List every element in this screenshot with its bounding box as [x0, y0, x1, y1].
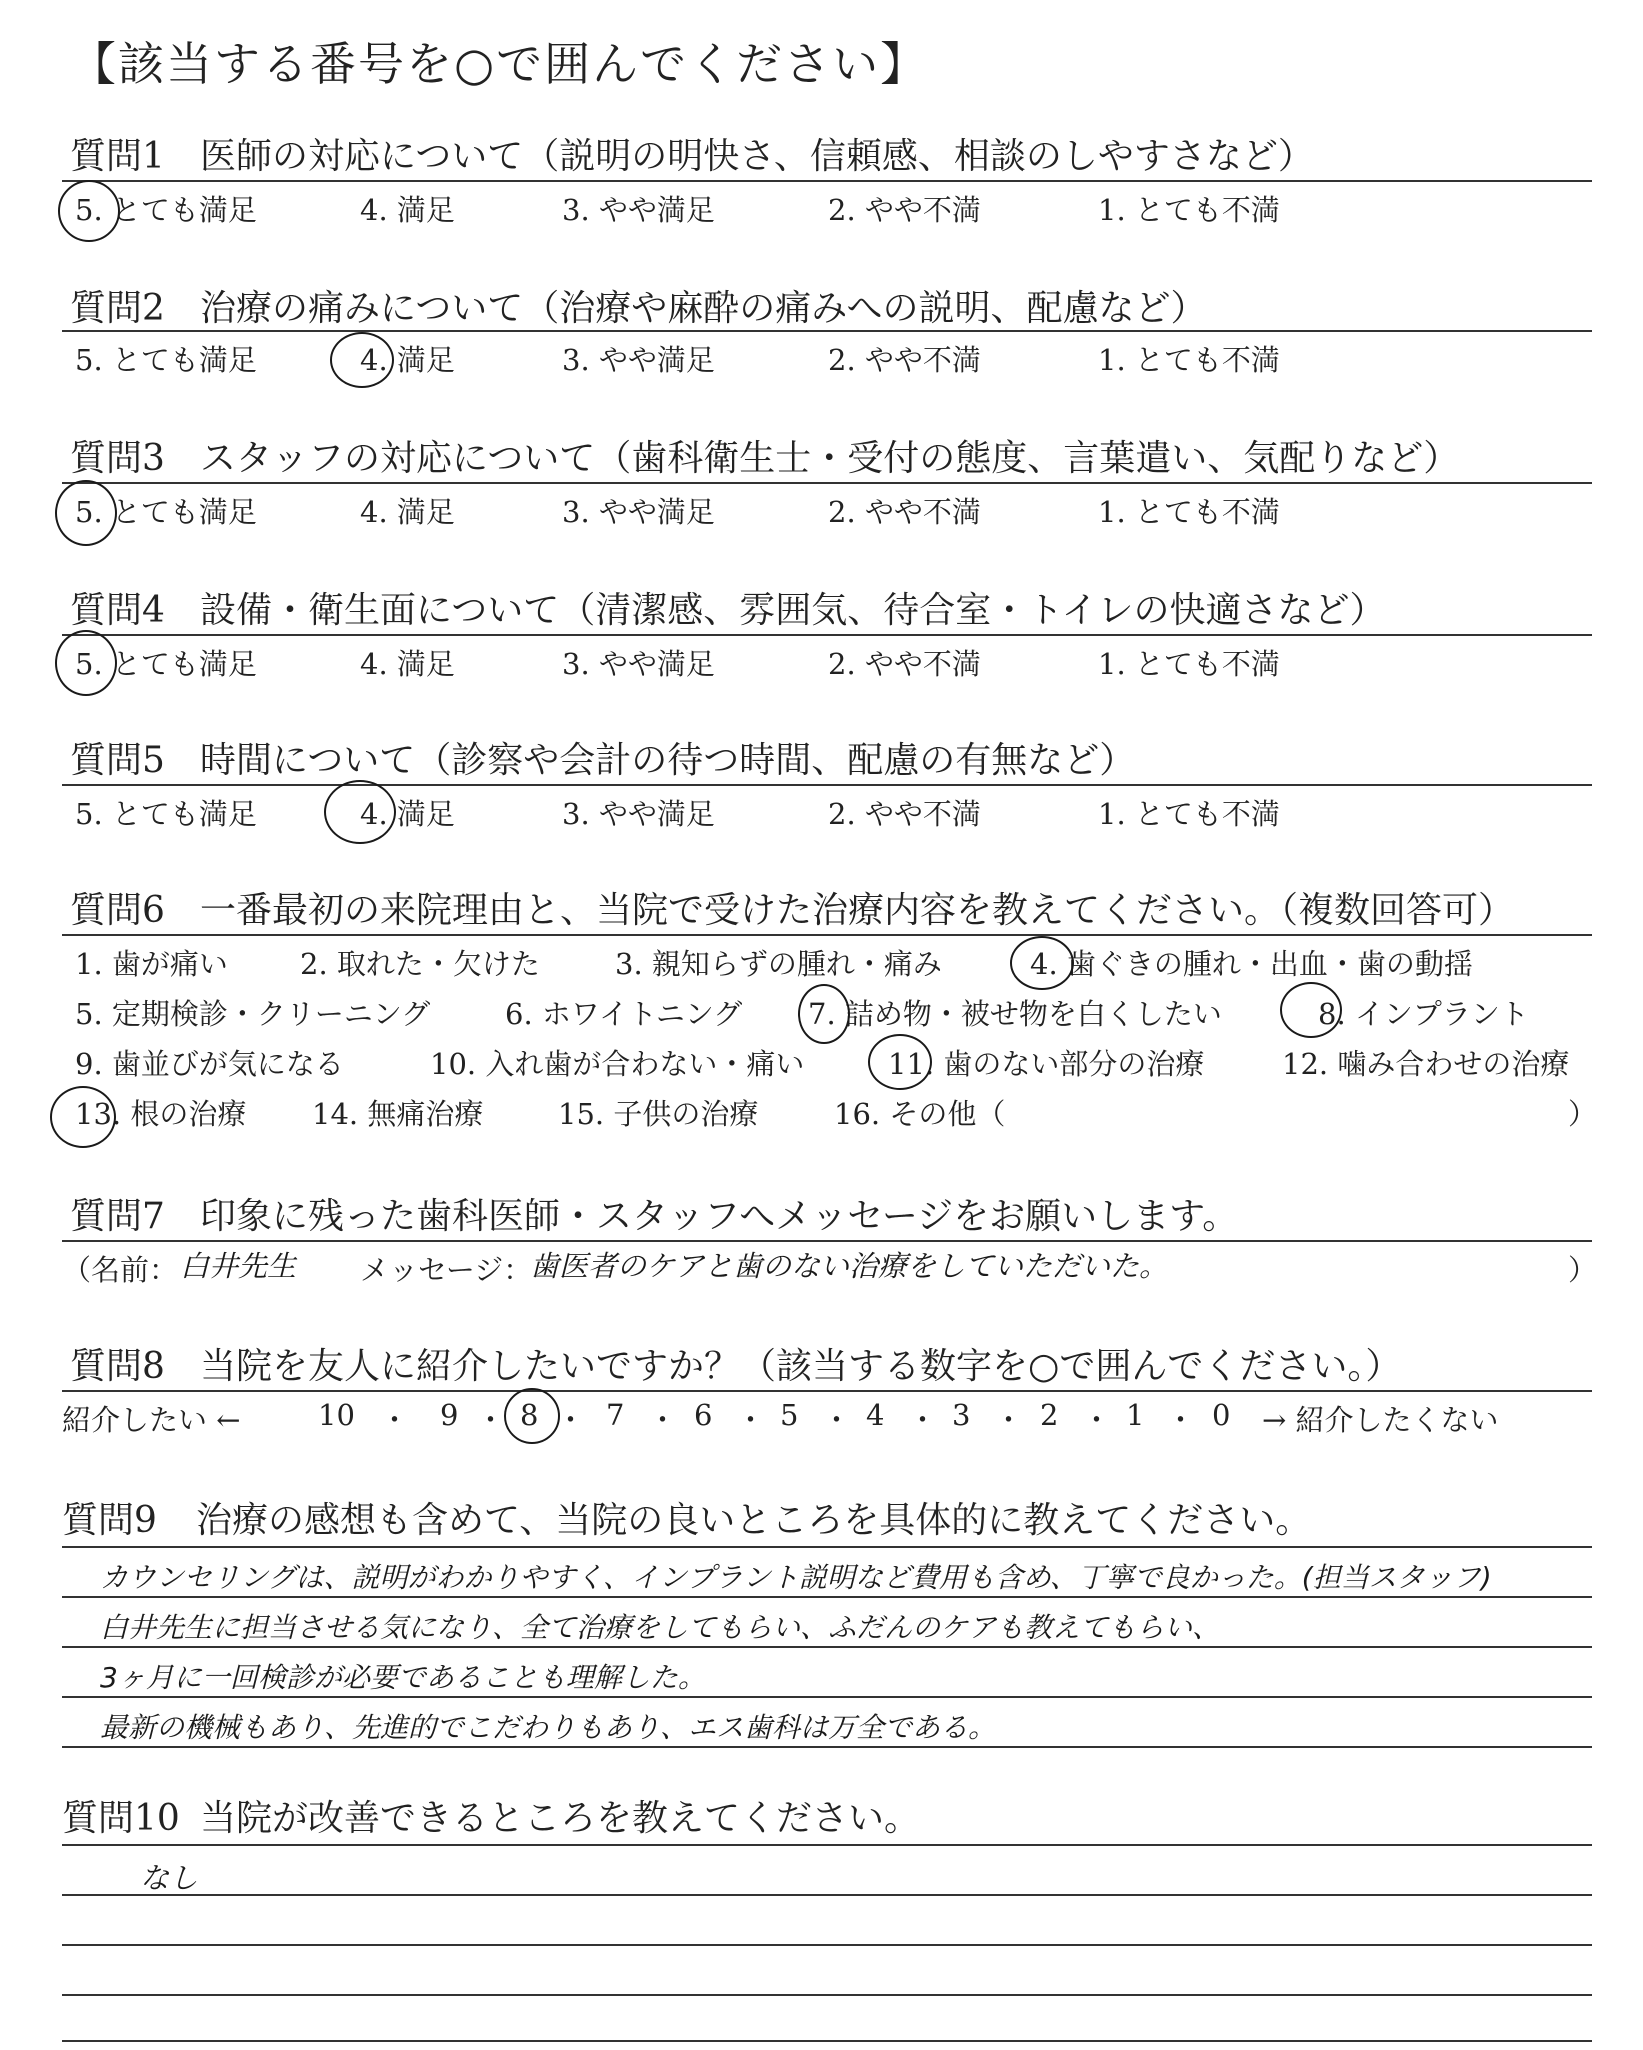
selection-circle — [55, 480, 117, 546]
treatment-option[interactable]: 13. 根の治療 — [75, 1097, 247, 1131]
message-value[interactable]: 歯医者のケアと歯のない治療をしていただいた。 — [530, 1249, 1169, 1283]
rating-option[interactable]: 5. とても満足 — [75, 495, 257, 529]
rating-option[interactable]: 3. やや満足 — [562, 495, 715, 529]
question-label: 質問6 — [70, 890, 165, 931]
answer-text: なし — [140, 1861, 199, 1895]
rating-option[interactable]: 2. やや不満 — [828, 647, 981, 681]
question-text: 医師の対応について（説明の明快さ、信頼感、相談のしやすさなど） — [200, 136, 1314, 177]
selection-circle — [58, 180, 120, 242]
rating-option[interactable]: 4. 満足 — [360, 495, 455, 529]
question-text: 設備・衛生面について（清潔感、雰囲気、待合室・トイレの快適さなど） — [200, 590, 1386, 631]
rating-option[interactable]: 1. とても不満 — [1098, 797, 1280, 831]
treatment-option[interactable]: 6. ホワイトニング — [505, 997, 743, 1031]
treatment-option[interactable]: 14. 無痛治療 — [312, 1097, 484, 1131]
treatment-option[interactable]: 10. 入れ歯が合わない・痛い — [430, 1047, 805, 1081]
rating-option[interactable]: 3. やや満足 — [562, 343, 715, 377]
rating-option[interactable]: 4. 満足 — [360, 343, 455, 377]
answer-line: カウンセリングは、説明がわかりやすく、インプラント説明など費用も含め、丁寧で良かった。(担当スタッフ) — [100, 1561, 1492, 1594]
rating-option[interactable]: 5. とても満足 — [75, 193, 257, 227]
question-label: 質問5 — [70, 740, 165, 781]
scale-dot: ・ — [556, 1403, 586, 1437]
rating-option[interactable]: 1. とても不満 — [1098, 495, 1280, 529]
close-paren: ） — [1568, 1097, 1598, 1131]
name-value[interactable]: 白井先生 — [180, 1249, 297, 1283]
question-label: 質問4 — [70, 590, 165, 631]
rating-option[interactable]: 3. やや満足 — [562, 797, 715, 831]
scale-dot: ・ — [1166, 1403, 1196, 1437]
scale-value[interactable]: 7 — [606, 1398, 625, 1432]
scale-value[interactable]: 8 — [520, 1398, 539, 1432]
rating-option[interactable]: 4. 満足 — [360, 647, 455, 681]
scale-dot: ・ — [822, 1403, 852, 1437]
scale-dot: ・ — [908, 1403, 938, 1437]
question-label: 質問7 — [70, 1196, 165, 1237]
answer-line: 白井先生に担当させる気になり、全て治療をしてもらい、ふだんのケアも教えてもらい、 — [100, 1611, 1221, 1644]
question-label: 質問10 — [62, 1798, 180, 1839]
scale-value[interactable]: 9 — [440, 1398, 459, 1432]
rating-option[interactable]: 1. とても不満 — [1098, 343, 1280, 377]
selection-circle — [868, 1034, 932, 1090]
rating-option[interactable]: 3. やや満足 — [562, 193, 715, 227]
rating-option[interactable]: 2. やや不満 — [828, 495, 981, 529]
selection-circle — [50, 1086, 116, 1148]
selection-circle — [1280, 982, 1342, 1038]
scale-dot: ・ — [476, 1403, 506, 1437]
question-label: 質問8 — [70, 1346, 165, 1387]
selection-circle — [324, 780, 396, 844]
treatment-option[interactable]: 2. 取れた・欠けた — [300, 947, 540, 981]
rating-option[interactable]: 2. やや不満 — [828, 797, 981, 831]
treatment-option[interactable]: 7. 詰め物・被せ物を白くしたい — [808, 997, 1222, 1031]
rating-option[interactable]: 1. とても不満 — [1098, 193, 1280, 227]
answer-line: 最新の機械もあり、先進的でこだわりもあり、エス歯科は万全である。 — [100, 1711, 997, 1744]
scale-value[interactable]: 6 — [694, 1398, 713, 1432]
selection-circle — [55, 630, 117, 696]
question-label: 質問3 — [70, 438, 165, 479]
scale-right-label: → 紹介したくない — [1262, 1403, 1499, 1437]
treatment-option[interactable]: 8. インプラント — [1318, 997, 1529, 1031]
scale-value[interactable]: 1 — [1126, 1398, 1145, 1432]
question-text: スタッフの対応について（歯科衛生士・受付の態度、言葉遣い、気配りなど） — [200, 438, 1460, 479]
rating-option[interactable]: 5. とても満足 — [75, 647, 257, 681]
scale-dot: ・ — [736, 1403, 766, 1437]
rating-option[interactable]: 3. やや満足 — [562, 647, 715, 681]
scale-dot: ・ — [380, 1403, 410, 1437]
question-text: 印象に残った歯科医師・スタッフへメッセージをお願いします。 — [200, 1196, 1239, 1237]
question-label: 質問9 — [62, 1500, 157, 1541]
selection-circle — [330, 332, 394, 388]
treatment-option[interactable]: 5. 定期検診・クリーニング — [75, 997, 431, 1031]
question-label: 質問1 — [70, 136, 165, 177]
treatment-option[interactable]: 9. 歯並びが気になる — [75, 1047, 344, 1081]
scale-value[interactable]: 3 — [952, 1398, 971, 1432]
scale-left-label: 紹介したい ← — [62, 1403, 241, 1437]
scale-value[interactable]: 2 — [1040, 1398, 1059, 1432]
selection-circle — [1010, 936, 1074, 990]
answer-line: 3ヶ月に一回検診が必要であることも理解した。 — [100, 1661, 706, 1694]
scale-value[interactable]: 10 — [318, 1398, 355, 1432]
name-label: （名前： — [62, 1253, 179, 1287]
rating-option[interactable]: 2. やや不満 — [828, 193, 981, 227]
rating-option[interactable]: 5. とても満足 — [75, 343, 257, 377]
scale-value[interactable]: 0 — [1212, 1398, 1231, 1432]
rating-option[interactable]: 5. とても満足 — [75, 797, 257, 831]
question-text: 一番最初の来院理由と、当院で受けた治療内容を教えてください。（複数回答可） — [200, 890, 1515, 931]
message-label: メッセージ： — [360, 1253, 533, 1287]
rating-option[interactable]: 4. 満足 — [360, 797, 455, 831]
treatment-option[interactable]: 3. 親知らずの腫れ・痛み — [615, 947, 942, 981]
treatment-option[interactable]: 16. その他（ — [834, 1097, 1006, 1131]
scale-dot: ・ — [648, 1403, 678, 1437]
question-text: 時間について（診察や会計の待つ時間、配慮の有無など） — [200, 740, 1136, 781]
question-text: 治療の痛みについて（治療や麻酔の痛みへの説明、配慮など） — [200, 288, 1207, 329]
scale-dot: ・ — [994, 1403, 1024, 1437]
treatment-option[interactable]: 1. 歯が痛い — [75, 947, 228, 981]
question-text: 当院が改善できるところを教えてください。 — [200, 1798, 921, 1839]
rating-option[interactable]: 1. とても不満 — [1098, 647, 1280, 681]
selection-circle — [798, 984, 850, 1044]
treatment-option[interactable]: 11. 歯のない部分の治療 — [888, 1047, 1205, 1081]
selection-circle — [504, 1388, 560, 1444]
rating-option[interactable]: 4. 満足 — [360, 193, 455, 227]
treatment-option[interactable]: 12. 噛み合わせの治療 — [1282, 1047, 1570, 1081]
rating-option[interactable]: 2. やや不満 — [828, 343, 981, 377]
scale-value[interactable]: 4 — [866, 1398, 885, 1432]
scale-value[interactable]: 5 — [780, 1398, 799, 1432]
question-label: 質問2 — [70, 288, 165, 329]
question-text: 当院を友人に紹介したいですか？（該当する数字を○で囲んでください。） — [200, 1346, 1402, 1387]
close-paren: ） — [1568, 1253, 1598, 1287]
treatment-option[interactable]: 4. 歯ぐきの腫れ・出血・歯の動揺 — [1030, 947, 1473, 981]
scale-dot: ・ — [1082, 1403, 1112, 1437]
treatment-option[interactable]: 15. 子供の治療 — [558, 1097, 759, 1131]
page-title: 【該当する番号を○で囲んでください】 — [70, 37, 929, 91]
question-text: 治療の感想も含めて、当院の良いところを具体的に教えてください。 — [196, 1500, 1312, 1541]
